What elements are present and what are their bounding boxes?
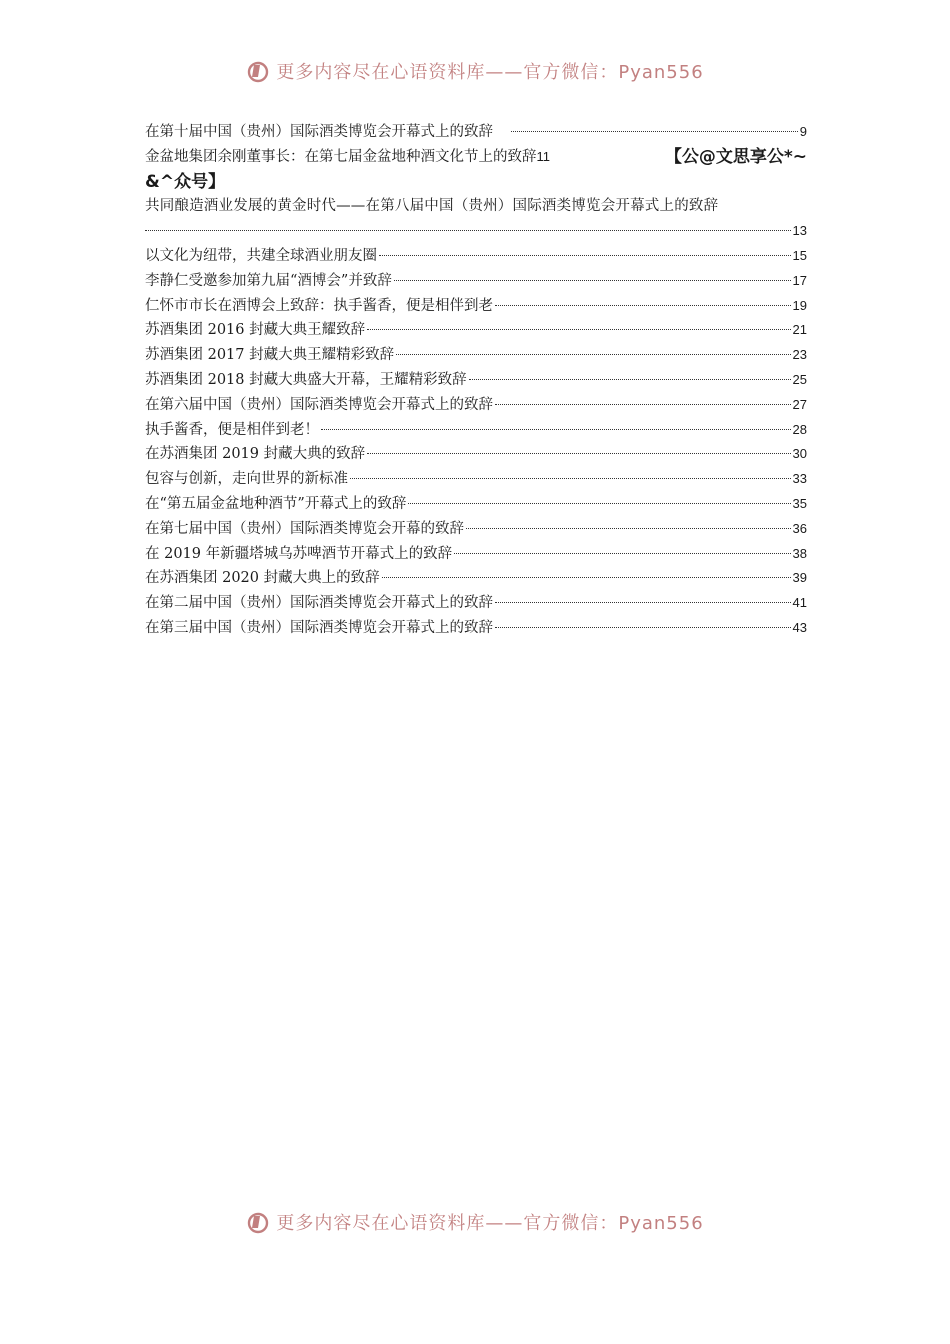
brand-logo-icon (246, 59, 270, 83)
dot-leader (454, 553, 790, 554)
toc-entry-page: 41 (792, 595, 807, 611)
toc-entry[interactable] (145, 269, 807, 294)
toc-entry[interactable] (145, 120, 807, 145)
toc-entry-title: 执手酱香，便是相伴到老！ (145, 421, 319, 438)
toc-entry[interactable] (145, 492, 807, 517)
dot-leader (350, 478, 791, 479)
toc-entry-title: 在第七届中国（贵州）国际酒类博览会开幕的致辞 (145, 520, 464, 537)
toc-entry[interactable] (145, 467, 807, 492)
dot-leader (495, 602, 791, 603)
toc-entry[interactable] (145, 244, 807, 269)
toc-entry-title: 共同酿造酒业发展的黄金时代——在第八届中国（贵州）国际酒类博览会开幕式上的致辞 (145, 198, 719, 215)
toc-entry-page: 17 (792, 272, 807, 288)
toc-entry-page: 35 (792, 495, 807, 511)
toc-entry[interactable] (145, 616, 807, 641)
dot-leader (321, 429, 791, 430)
dot-leader (367, 329, 790, 330)
toc-entry-page: 25 (792, 371, 807, 387)
dot-leader (396, 354, 790, 355)
dot-leader (495, 627, 791, 628)
toc-entry[interactable] (145, 542, 807, 567)
dot-leader (367, 453, 790, 454)
toc-entry-title: 苏酒集团 2018 封藏大典盛大开幕，王耀精彩致辞 (145, 371, 467, 388)
toc-entry-title: 以文化为纽带，共建全球酒业朋友圈 (145, 247, 377, 264)
brand-logo-icon (246, 1210, 270, 1234)
dot-leader (382, 577, 791, 578)
toc-entry-page: 19 (792, 297, 807, 313)
toc-entry-page: 36 (792, 520, 807, 536)
toc-entry[interactable] (145, 517, 807, 542)
header-watermark (0, 56, 950, 86)
toc-entry-page: 43 (792, 619, 807, 635)
toc-entry-title: 苏酒集团 2017 封藏大典王耀精彩致辞 (145, 347, 395, 364)
toc-entry[interactable] (145, 566, 807, 591)
toc-entry-with-promo (145, 145, 807, 195)
watermark-text: 更多内容尽在心语资料库——官方微信：Pyan556 (276, 62, 704, 83)
dot-leader (466, 528, 791, 529)
toc-entry-page: 13 (792, 223, 807, 239)
toc-entry-title: 在苏酒集团 2019 封藏大典的致辞 (145, 446, 366, 463)
dot-leader (379, 255, 791, 256)
table-of-contents (145, 120, 807, 641)
dot-leader (394, 280, 791, 281)
dot-leader (469, 379, 791, 380)
toc-entry-title: 在第二届中国（贵州）国际酒类博览会开幕式上的致辞 (145, 595, 493, 612)
promo-text-line1: 【公@文思享公*~ (664, 146, 807, 167)
dot-leader (495, 404, 791, 405)
toc-entry-title: 在 2019 年新疆塔城乌苏啤酒节开幕式上的致辞 (145, 545, 453, 562)
toc-entry[interactable] (145, 194, 807, 244)
toc-entry-page: 33 (792, 471, 807, 487)
footer-watermark (0, 1207, 950, 1237)
toc-entry-page: 23 (792, 347, 807, 363)
dot-leader (511, 131, 798, 132)
dot-leader (408, 503, 790, 504)
toc-entry-title: 在第六届中国（贵州）国际酒类博览会开幕式上的致辞 (145, 396, 493, 413)
toc-entry[interactable] (145, 343, 807, 368)
dot-leader (145, 230, 791, 231)
toc-entry-page: 27 (792, 396, 807, 412)
toc-entry[interactable] (145, 393, 807, 418)
toc-entry-page: 11 (536, 148, 550, 164)
watermark-text: 更多内容尽在心语资料库——官方微信：Pyan556 (276, 1213, 704, 1234)
toc-entry-title: 金盆地集团余刚董事长：在第七届金盆地种酒文化节上的致辞 (145, 148, 537, 165)
toc-entry[interactable] (145, 418, 807, 443)
toc-entry[interactable] (145, 145, 550, 170)
toc-entry-page: 9 (799, 124, 807, 139)
toc-entry-title: 包容与创新，走向世界的新标准 (145, 471, 348, 488)
toc-entry-title: 在第三届中国（贵州）国际酒类博览会开幕式上的致辞 (145, 619, 493, 636)
toc-entry-title: 仁怀市市长在酒博会上致辞：执手酱香，便是相伴到老 (145, 297, 493, 314)
toc-entry-page: 15 (792, 247, 807, 263)
toc-entry[interactable] (145, 318, 807, 343)
dot-leader (495, 305, 791, 306)
toc-entry-page: 30 (792, 446, 807, 462)
toc-entry-page: 39 (792, 570, 807, 586)
toc-entry-page: 38 (792, 545, 807, 561)
toc-entry[interactable] (145, 442, 807, 467)
toc-entry-title: 在第十届中国（贵州）国际酒类博览会开幕式上的致辞 (145, 124, 493, 140)
promo-text-line2: &^众号】 (145, 171, 226, 192)
toc-entry-title: 在苏酒集团 2020 封藏大典上的致辞 (145, 570, 380, 587)
toc-entry-title: 苏酒集团 2016 封藏大典王耀致辞 (145, 322, 366, 339)
toc-entry-title: 在“第五届金盆地种酒节”开幕式上的致辞 (145, 495, 407, 512)
toc-entry-page: 21 (792, 322, 807, 338)
toc-entry[interactable] (145, 591, 807, 616)
toc-entry-title: 李静仁受邀参加第九届“酒博会”并致辞 (145, 272, 392, 289)
toc-entry[interactable] (145, 294, 807, 319)
toc-entry[interactable] (145, 368, 807, 393)
toc-entry-page: 28 (792, 421, 807, 437)
